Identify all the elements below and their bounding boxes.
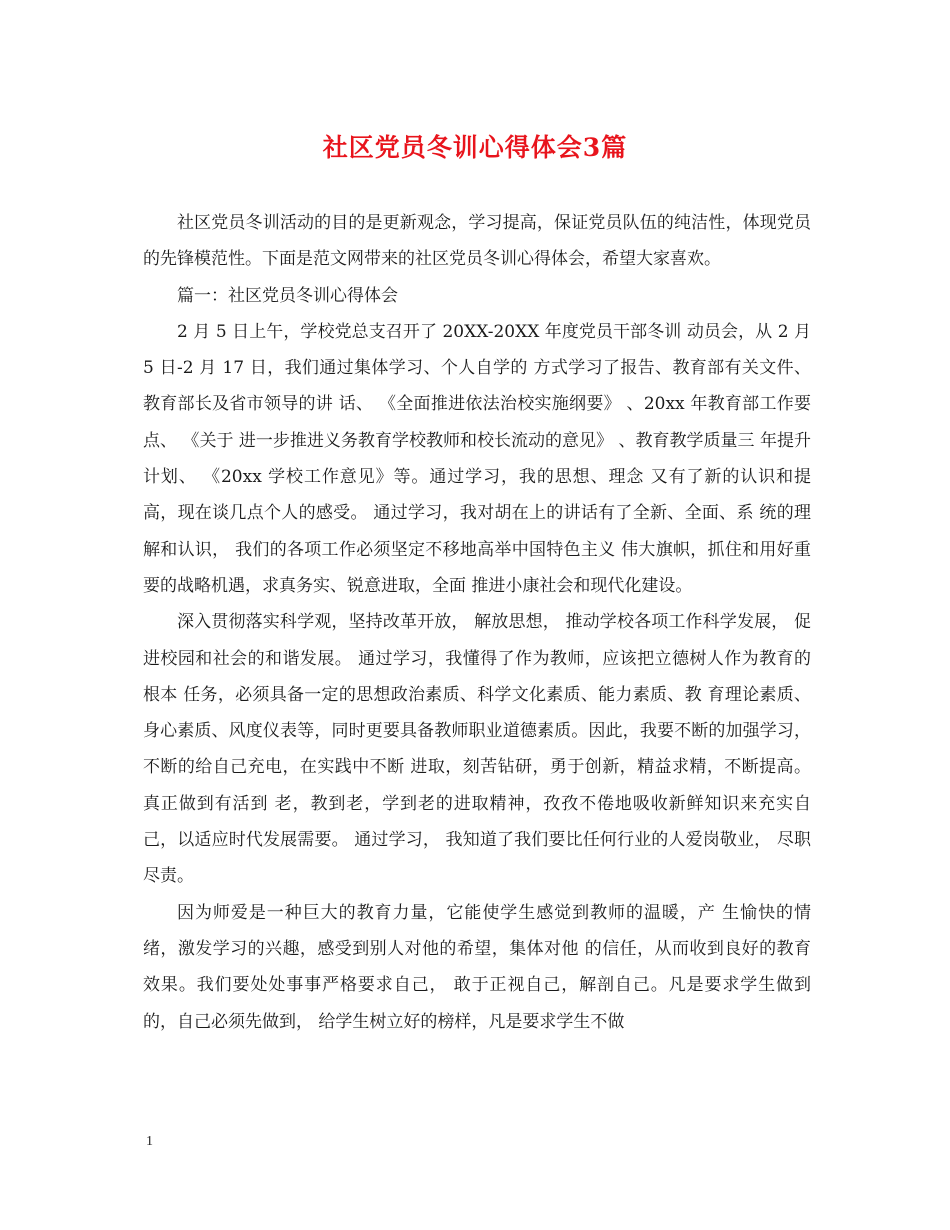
body-paragraph: 深入贯彻落实科学观，坚持改革开放， 解放思想， 推动学校各项工作科学发展， 促进校园和社会的和谐发展。 通过学习，我懂得了作为教师，应该把立德树人作为教育的根本 任务，必须具备一定的思想政治素质、科学文化素质、能力素质、教 育理论素质、身心素质、风度仪表等，同时更要具备教师职业道德素质。因此，我要不断的加强学习，不断的给自己充电，在实践中不断 进取，刻苦钻研，勇于创新，精益求精，不断提高。真正做到有活到 老，教到老，学到老的进取精神，孜孜不倦地吸收新鲜知识来充实自 己，以适应时代发展需要。 通过学习， 我知道了我们要比任何行业的人爱岗敬业， 尽职尽责。 xyxy=(143,612,811,887)
intro-paragraph: 社区党员冬训活动的目的是更新观念，学习提高，保证党员队伍的纯洁性，体现党员的先锋模范性。下面是范文网带来的社区党员冬训心得体会，希望大家喜欢。 xyxy=(143,213,811,270)
section-heading: 篇一：社区党员冬训心得体会 xyxy=(177,285,398,306)
document-body xyxy=(143,205,811,1040)
body-paragraph: 2 月 5 日上午，学校党总支召开了 20XX-20XX 年度党员干部冬训 动员会，从 2 月 5 日-2 月 17 日，我们通过集体学习、个人自学的 方式学习了报告、教育部有关文件、教育部长及省市领导的讲 话、 《全面推进依法治校实施纲要》 、20xx 年教育部工作要点、 《关于 进一步推进义务教育学校教师和校长流动的意见》 、教育教学质量三 年提升计划、 《20xx 学校工作意见》等。通过学习，我的思想、理念 又有了新的认识和提高，现在谈几点个人的感受。 通过学习，我对胡在上的讲话有了全新、全面、系 统的理解和认识， 我们的各项工作必须坚定不移地高举中国特色主义 伟大旗帜，抓住和用好重要的战略机遇，求真务实、锐意进取，全面 推进小康社会和现代化建设。 xyxy=(143,321,811,596)
body-paragraph: 因为师爱是一种巨大的教育力量，它能使学生感觉到教师的温暖，产 生愉快的情绪，激发学习的兴趣，感受到别人对他的希望，集体对他 的信任，从而收到良好的教育效果。我们要处处事事严格要求自己， 敢于正视自己，解剖自己。凡是要求学生做到的，自己必须先做到， 给学生树立好的榜样，凡是要求学生不做 xyxy=(143,902,811,1032)
page-number: 1 xyxy=(146,1134,153,1149)
document-title: 社区党员冬训心得体会3篇 xyxy=(322,133,628,162)
